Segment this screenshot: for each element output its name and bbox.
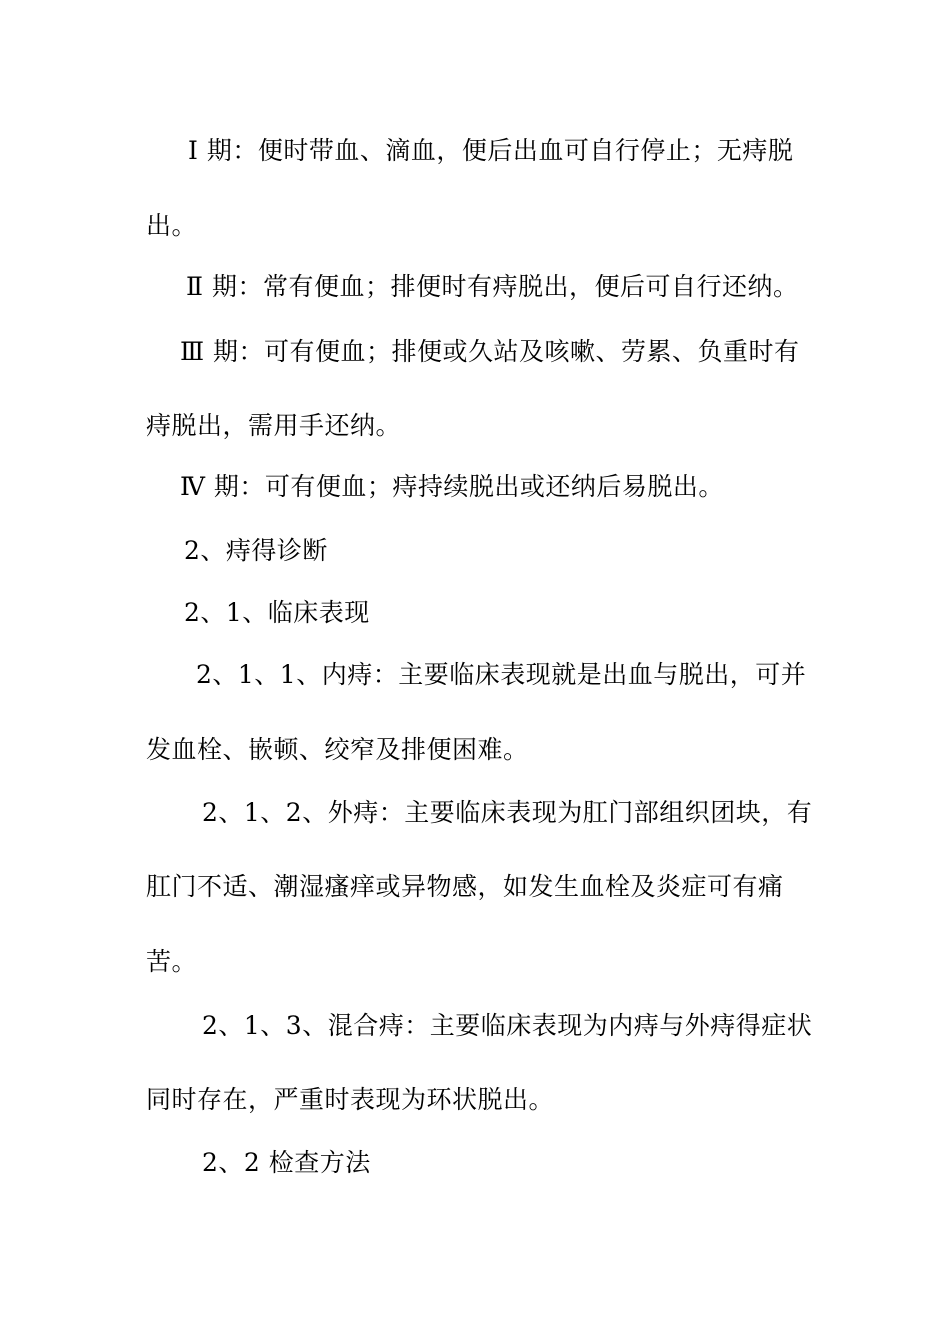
grade-3-line-1: Ⅲ 期：可有便血；排便或久站及咳嗽、劳累、负重时有 [180,337,800,366]
internal-hemorrhoid-line-1: 2、1、1、内痔：主要临床表现就是出血与脱出，可并 [196,660,807,689]
internal-hemorrhoid-line-2: 发血栓、嵌顿、绞窄及排便困难。 [146,735,529,764]
grade-4-line: Ⅳ 期：可有便血；痔持续脱出或还纳后易脱出。 [180,472,724,501]
external-hemorrhoid-line-2: 肛门不适、潮湿瘙痒或异物感，如发生血栓及炎症可有痛 [146,872,784,901]
grade-1-line-2: 出。 [146,211,198,240]
grade-2-line: Ⅱ 期：常有便血；排便时有痔脱出，便后可自行还纳。 [186,272,799,301]
subsection-heading-examination: 2、2 检查方法 [202,1148,371,1177]
external-hemorrhoid-line-3: 苦。 [146,947,198,976]
grade-3-line-2: 痔脱出，需用手还纳。 [146,411,402,440]
mixed-hemorrhoid-line-2: 同时存在，严重时表现为环状脱出。 [146,1085,555,1114]
grade-1-line-1: Ⅰ 期：便时带血、滴血，便后出血可自行停止；无痔脱 [188,136,794,165]
external-hemorrhoid-line-1: 2、1、2、外痔：主要临床表现为肛门部组织团块，有 [202,798,813,827]
subsection-heading-clinical: 2、1、临床表现 [184,598,370,627]
mixed-hemorrhoid-line-1: 2、1、3、混合痔：主要临床表现为内痔与外痔得症状 [202,1011,813,1040]
section-heading-diagnosis: 2、痔得诊断 [184,536,328,565]
